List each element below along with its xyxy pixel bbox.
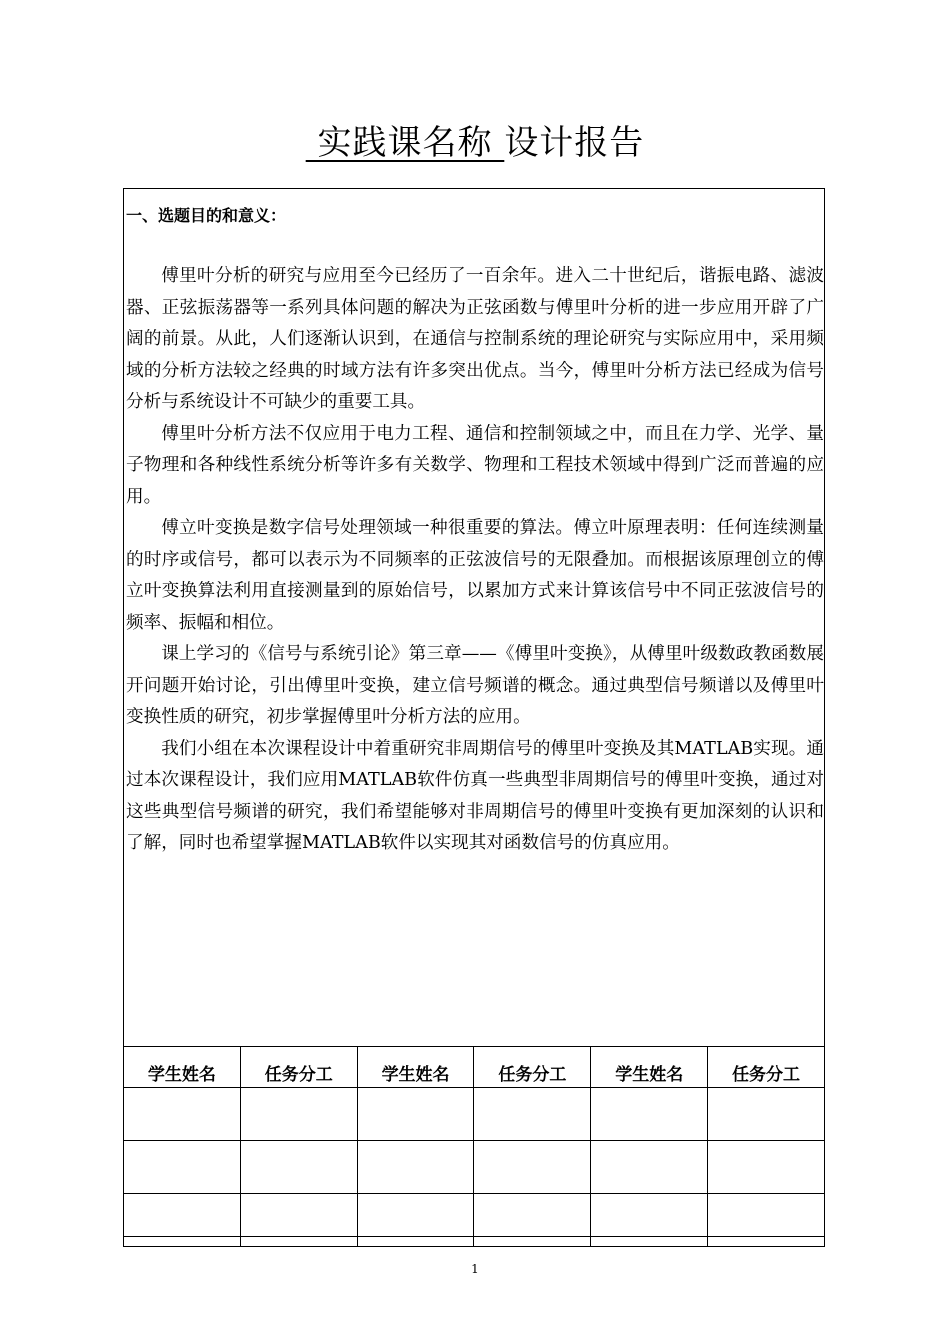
report-frame <box>123 188 825 1237</box>
table-cell[interactable] <box>357 1141 474 1194</box>
page-number: 1 <box>471 1262 479 1276</box>
table-cell[interactable] <box>240 1141 357 1194</box>
paragraph: 课上学习的《信号与系统引论》第三章——《傅里叶变换》，从傅里叶级数政教函数展开问题开始讨论，引出傅里叶变换，建立信号频谱的概念。通过典型信号频谱以及傅里叶变换性质的研究，初步掌握傅里叶分析方法的应用。 <box>126 644 824 727</box>
table-cell[interactable] <box>591 1088 708 1141</box>
report-title <box>0 115 950 164</box>
table-cell[interactable] <box>708 1088 825 1141</box>
title-suffix: 设计报告 <box>504 123 645 163</box>
paragraph: 傅里叶分析的研究与应用至今已经历了一百余年。进入二十世纪后，谐振电路、滤波器、正弦振荡器等一系列具体问题的解决为正弦函数与傅里叶分析的进一步应用开辟了广阔的前景。从此，人们逐渐认识到，在通信与控制系统的理论研究与实际应用中，采用频域的分析方法较之经典的时域方法有许多突出优点。当今，傅里叶分析方法已经成为信号分析与系统设计不可缺少的重要工具。 <box>126 266 824 412</box>
table-cell[interactable] <box>357 1194 474 1247</box>
student-task-table <box>123 1046 825 1247</box>
course-name-field <box>306 123 505 163</box>
table-cell[interactable] <box>474 1194 591 1247</box>
course-name-label: 实践课名称 <box>317 123 493 163</box>
column-header-student-name: 学生姓名 <box>591 1047 708 1088</box>
table-cell[interactable] <box>591 1141 708 1194</box>
table-cell[interactable] <box>591 1194 708 1247</box>
section-body <box>126 261 824 860</box>
column-header-task: 任务分工 <box>708 1047 825 1088</box>
column-header-task: 任务分工 <box>474 1047 591 1088</box>
table-cell[interactable] <box>708 1194 825 1247</box>
table-cell[interactable] <box>708 1141 825 1194</box>
table-cell[interactable] <box>474 1141 591 1194</box>
table-row <box>124 1141 825 1194</box>
table-header-row <box>124 1047 825 1088</box>
table-cell[interactable] <box>240 1194 357 1247</box>
table-cell[interactable] <box>240 1088 357 1141</box>
paragraph: 我们小组在本次课程设计中着重研究非周期信号的傅里叶变换及其MATLAB实现。通过本次课程设计，我们应用MATLAB软件仿真一些典型非周期信号的傅里叶变换，通过对这些典型信号频谱的研究，我们希望能够对非周期信号的傅里叶变换有更加深刻的认识和了解，同时也希望掌握MATLAB软件以实现其对函数信号的仿真应用。 <box>126 738 824 853</box>
paragraph: 傅里叶分析方法不仅应用于电力工程、通信和控制领域之中，而且在力学、光学、量子物理和各种线性系统分析等许多有关数学、物理和工程技术领域中得到广泛而普遍的应用。 <box>126 423 824 507</box>
section-heading: 一、选题目的和意义： <box>126 206 287 225</box>
column-header-task: 任务分工 <box>240 1047 357 1088</box>
column-header-student-name: 学生姓名 <box>124 1047 241 1088</box>
table-cell[interactable] <box>124 1194 241 1247</box>
table-cell[interactable] <box>357 1088 474 1141</box>
table-cell[interactable] <box>474 1088 591 1141</box>
table-cell[interactable] <box>124 1088 241 1141</box>
table-row <box>124 1088 825 1141</box>
table-row <box>124 1194 825 1247</box>
paragraph: 傅立叶变换是数字信号处理领域一种很重要的算法。傅立叶原理表明：任何连续测量的时序或信号，都可以表示为不同频率的正弦波信号的无限叠加。而根据该原理创立的傅立叶变换算法利用直接测量到的原始信号，以累加方式来计算该信号中不同正弦波信号的频率、振幅和相位。 <box>126 518 824 633</box>
table-cell[interactable] <box>124 1141 241 1194</box>
column-header-student-name: 学生姓名 <box>357 1047 474 1088</box>
